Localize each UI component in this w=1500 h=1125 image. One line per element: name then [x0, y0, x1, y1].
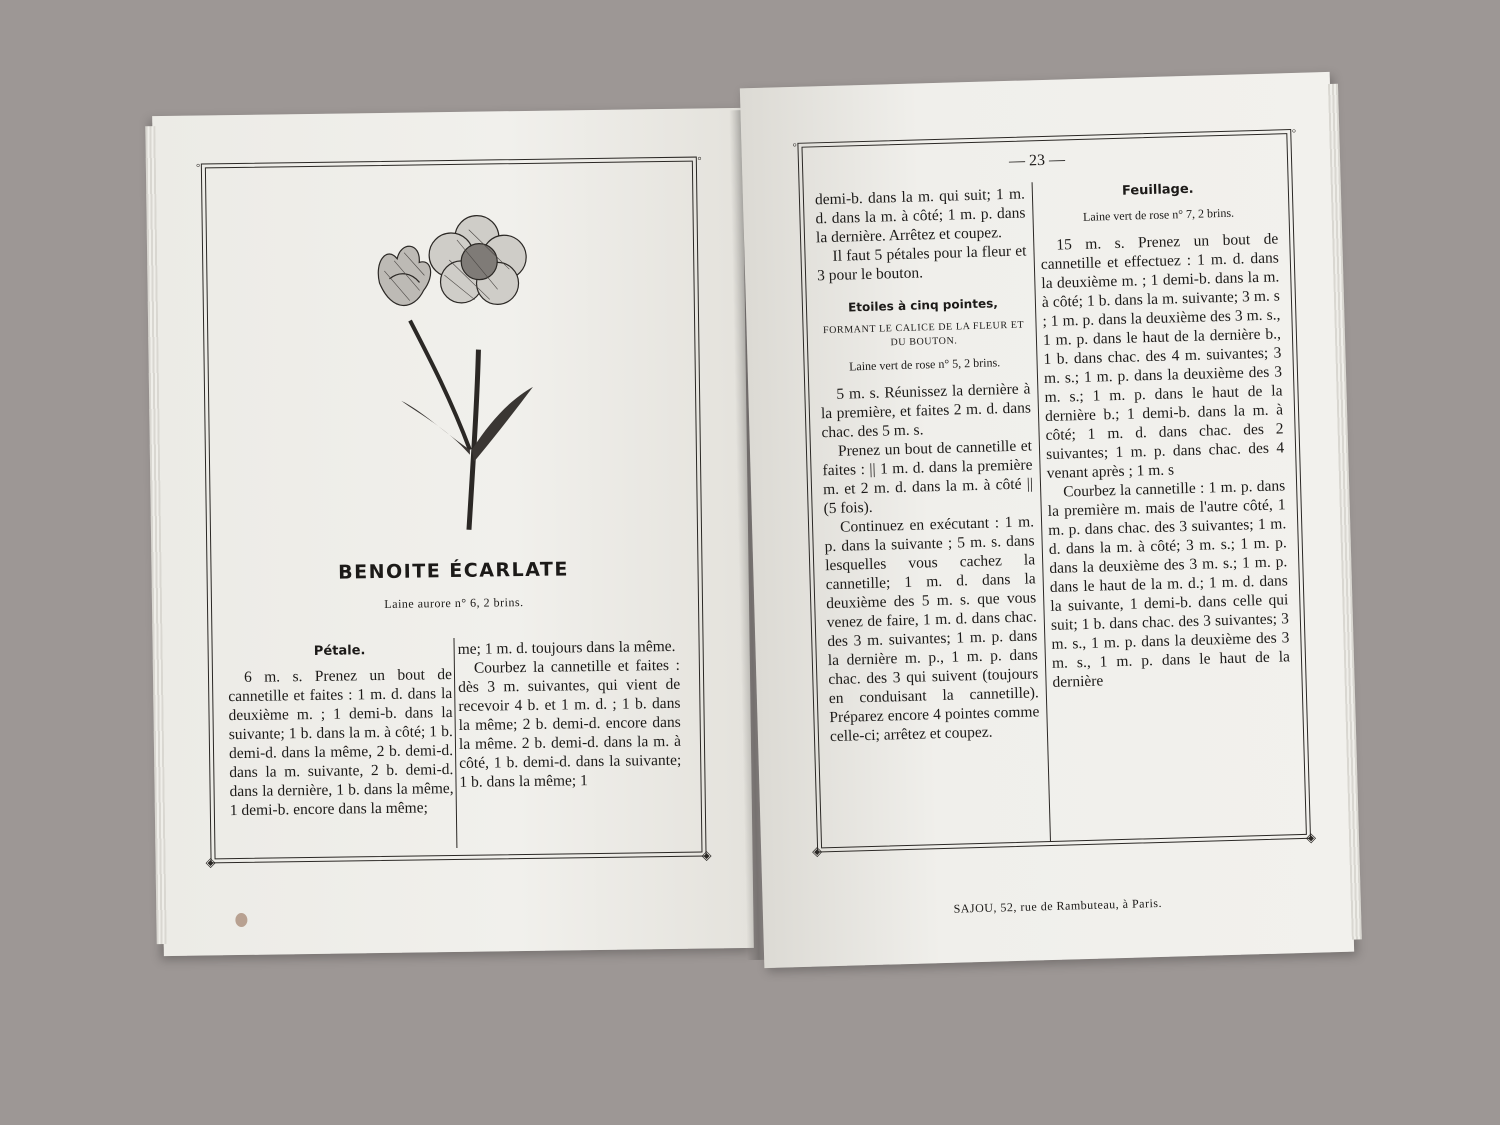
- right-column-c: [815, 184, 1040, 746]
- page-title: BENOITE ÉCARLATE: [338, 558, 570, 584]
- paragraph: 5 m. s. Réunissez la dernière à la première, et faites 2 m. d. dans chac. des 5 m. s.: [820, 380, 1032, 442]
- section-heading: Pétale.: [313, 643, 366, 659]
- corner-ornament-icon: ◦: [792, 136, 798, 152]
- stain: [235, 913, 247, 927]
- left-page: [152, 108, 754, 956]
- publisher-footer: SAJOU, 52, rue de Rambuteau, à Paris.: [953, 895, 1163, 916]
- corner-ornament-icon: ◦: [195, 157, 201, 173]
- corner-ornament-icon: ◈: [205, 854, 216, 870]
- corner-ornament-icon: ◈: [701, 847, 712, 863]
- corner-ornament-icon: ◦: [697, 150, 702, 166]
- paragraph: Courbez la cannetille et faites : dès 3 m. suivantes, qui vient de recevoir 4 b. et 1 m. d. ; 1 b. dans la même; 2 b. demi-d. encore dans la même. 2 b. demi-d. dans la m. à côté, 1 b. demi-d. dans la suivante; 1 b. dans la même; 1: [458, 656, 682, 791]
- corner-ornament-icon: ◈: [1305, 829, 1317, 845]
- paragraph: demi-b. dans la m. qui suit; 1 m. d. dans la m. à côté; 1 m. p. dans la dernière. Arrêtez et coupez.: [814, 185, 1026, 247]
- corner-ornament-icon: ◈: [811, 843, 823, 859]
- foliage-wool: Laine vert de rose n° 7, 2 brins.: [1082, 205, 1235, 224]
- paragraph: me; 1 m. d. toujours dans la même.: [457, 637, 676, 658]
- wool-subtitle: Laine aurore n° 6, 2 brins.: [384, 595, 524, 611]
- stars-heading: Etoiles à cinq pointes,: [847, 296, 999, 315]
- paragraph: 6 m. s. Prenez un bout de cannetille et faites : 1 m. d. dans la deuxième m. ; 1 demi-b. dans la suivante; 1 b. dans la m. à côté; 1 b. demi-d. dans la même, 2 b. demi-d. dans la m. suivante, 2 b. demi-d. dans la dernière, 1 b. dans la même, 1 demi-b. encore dans la même;: [228, 666, 454, 820]
- paragraph: Prenez un bout de cannetille et faites : || 1 m. d. dans la première m. et 2 m. d. dans la m. à côté || (5 fois).: [822, 437, 1034, 518]
- right-page: [740, 72, 1354, 968]
- right-column-d: [1039, 177, 1291, 691]
- paragraph: Courbez la cannetille : 1 m. p. dans la première m. mais de l'autre côté, 1 m. p. dans chac. des 3 suivantes; 1 m. d. dans la m. à côté; 3 m. s.; 1 m. p. dans la deuxième des 3 m. s.; 1 m. p. dans le haut de la m. d.; 1 m. d. dans la suivante, 1 demi-b. dans celle qui suit; 1 b. dans chac. des 3 suivantes; 3 m. s., 1 m. p. dans la deuxième des 3 m. s., 1 m. p. dans le haut de la dernière: [1047, 477, 1291, 691]
- corner-ornament-icon: ◦: [1291, 122, 1297, 139]
- paragraph: 15 m. s. Prenez un bout de cannetille et effectuez : 1 m. d. dans la deuxième m. ; 1 demi-b. dans la m. à côté; 1 b. dans la m. suivante; 3 m. s ; 1 m. p. dans la deuxième des 3 m. s., 1 m. p. dans le haut de la dernière b., 1 b. dans chac. des 4 m. suivantes; 3 m. s.; 1 m. p. dans la deuxième des 3 m. s.; 1 m. p. dans le haut de la dernière b.; 1 demi-b. dans la m. à côté; 1 m. d. dans chac. des 2 suivantes; 1 m. p. dans chac. des 4 venant après ; 1 m. s: [1040, 230, 1285, 482]
- flower-engraving-icon: [348, 199, 553, 542]
- left-column-b: [458, 637, 682, 792]
- left-column-a: [228, 640, 454, 820]
- stars-caption: FORMANT LE CALICE DE LA FLEUR ET DU BOUTON.: [822, 319, 1025, 349]
- paragraph: Il faut 5 pétales pour la fleur et 3 pour le bouton.: [816, 242, 1027, 285]
- foliage-heading: Feuillage.: [1121, 181, 1194, 199]
- paragraph: Continuez en exécutant : 1 m. p. dans la suivante ; 5 m. s. dans lesquelles vous cachez la cannetille; 1 m. d. dans la deuxième des 5 m. s. que vous venez de faire, 1 m. d. dans chac. des 3 m. suivantes; 1 m. p. dans la dernière m. p., 1 m. p. dans chac. des 3 qui suivent (toujours en conduisant la cannetille). Préparez encore 4 pointes comme celle-ci; arrêtez et coupez.: [824, 513, 1040, 746]
- stars-wool: Laine vert de rose n° 5, 2 brins.: [848, 355, 1001, 374]
- page-number: — 23 —: [1008, 151, 1066, 170]
